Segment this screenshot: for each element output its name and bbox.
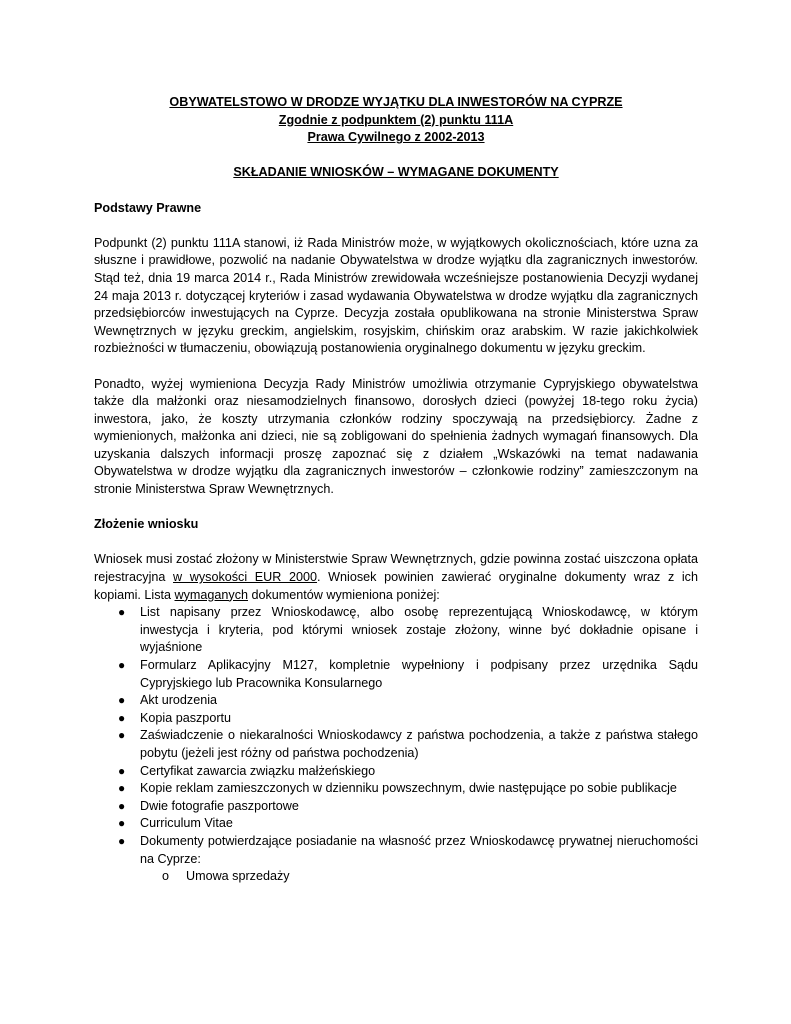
required-documents-list bbox=[94, 604, 698, 868]
application-text-1: Wniosek musi zostać złożony w Ministerstwie Spraw Wewnętrznych, gdzie powinna zostać uiszczona opłata rejestracyjna bbox=[94, 552, 698, 585]
document-list-item bbox=[94, 727, 698, 762]
bullet-icon: ● bbox=[118, 781, 126, 796]
document-title: OBYWATELSTOWO W DRODZE WYJĄTKU DLA INWESTORÓW NA CYPRZE bbox=[169, 95, 623, 109]
document-list-item bbox=[94, 692, 698, 710]
document-list-item-text: Kopia paszportu bbox=[140, 710, 232, 725]
document-list-item bbox=[94, 763, 698, 781]
document-list-item-text: Curriculum Vitae bbox=[140, 816, 233, 831]
sub-list-item-text: Umowa sprzedaży bbox=[186, 869, 290, 884]
application-text-2: . Wniosek powinien zawierać oryginalne dokumenty wraz z ich kopiami. Lista bbox=[94, 570, 698, 602]
document-list-item-text: List napisany przez Wnioskodawcę, albo osobę reprezentującą Wnioskodawcę, w którym inwestycja i kryteria, pod którymi wniosek zostaje złożony, winne być dokładnie opisane i wyjaśnione bbox=[140, 605, 698, 655]
document-list-item bbox=[94, 780, 698, 798]
section-title: SKŁADANIE WNIOSKÓW – WYMAGANE DOKUMENTY bbox=[233, 165, 559, 180]
document-list-item-text: Kopie reklam zamieszczonych w dzienniku powszechnym, dwie następujące po sobie publikacje bbox=[140, 781, 677, 796]
legal-basis-paragraph-1: Podpunkt (2) punktu 111A stanowi, iż Rada Ministrów może, w wyjątkowych okolicznościach, które uzna za słuszne i prawidłowe, pozwolić na nadanie Obywatelstwa w drodze wyjątku dla zagranicznych inwestorów. Stąd też, dnia 19 marca 2014 r., Rada Ministrów zrewidowała wcześniejsze postanowienia Decyzji wydanej 24 maja 2013 r. dotyczącej kryteriów i zasad wydawania Obywatelstwa w drodze wyjątku dla zagranicznych przedsiębiorców inwestujących na Cyprze. Decyzja została opublikowana na stronie Ministerstwa Spraw Wewnętrznych w języku greckim, angielskim, rosyjskim, chińskim oraz arabskim. W razie jakichkolwiek rozbieżności w tłumaczeniu, obowiązują postanowienia oryginalnego dokumentu w języku greckim. bbox=[94, 235, 698, 356]
bullet-icon: ● bbox=[118, 728, 126, 743]
circle-bullet-icon: o bbox=[162, 869, 170, 884]
bullet-icon: ● bbox=[118, 710, 126, 725]
document-subtitle-2: Prawa Cywilnego z 2002-2013 bbox=[307, 130, 485, 145]
document-list-item-text: Certyfikat zawarcia związku małżeńskiego bbox=[140, 763, 376, 778]
bullet-icon: ● bbox=[118, 605, 126, 620]
document-list-item-text: Akt urodzenia bbox=[140, 693, 218, 708]
bullet-icon: ● bbox=[118, 816, 126, 831]
document-subtitle: Zgodnie z podpunktem (2) punktu 111A bbox=[278, 112, 514, 127]
document-list-item bbox=[94, 815, 698, 833]
sub-list-item bbox=[94, 868, 698, 886]
document-list-item bbox=[94, 657, 698, 692]
document-list-item-text: Dwie fotografie paszportowe bbox=[140, 798, 299, 813]
document-list-item bbox=[94, 798, 698, 816]
document-list-item-text: Zaświadczenie o niekaralności Wnioskodawcy z państwa pochodzenia, a także z państwa stałego pobytu (jeżeli jest różny od państwa pochodzenia) bbox=[140, 728, 698, 760]
legal-basis-heading: Podstawy Prawne bbox=[94, 200, 202, 215]
document-list-item bbox=[94, 604, 698, 657]
bullet-icon: ● bbox=[118, 833, 126, 848]
legal-basis-paragraph-2: Ponadto, wyżej wymieniona Decyzja Rady Ministrów umożliwia otrzymanie Cypryjskiego obywatelstwa także dla małżonki oraz niesamodzielnych finansowo, dorosłych dzieci (powyżej 18-tego roku życia) inwestora, jako, że koszty utrzymania członków rodziny spoczywają na przedsiębiorcy. Żadne z wymienionych, małżonka ani dzieci, nie są zobligowani do spełnienia żadnych wymagań finansowych. Dla uzyskania dalszych informacji proszę zapoznać się z działem „Wskazówki na temat nadawania Obywatelstwa w drodze wyjątku dla zagranicznych inwestorów – członkowie rodziny” zamieszczonym na stronie Ministerstwa Spraw Wewnętrznych. bbox=[94, 376, 698, 497]
application-paragraph bbox=[94, 551, 698, 604]
document-list-item-text: Formularz Aplikacyjny M127, kompletnie wypełniony i podpisany przez urzędnika Sądu Cypryjskiego lub Pracownika Konsularnego bbox=[140, 658, 698, 690]
document-title-block bbox=[94, 94, 698, 147]
document-list-item bbox=[94, 710, 698, 728]
required-documents-link[interactable]: wymaganych bbox=[174, 587, 248, 602]
property-documents-sublist bbox=[94, 868, 698, 886]
bullet-icon: ● bbox=[118, 798, 126, 813]
document-list-item bbox=[94, 833, 698, 868]
fee-amount-link[interactable]: w wysokości EUR 2000 bbox=[173, 570, 318, 585]
bullet-icon: ● bbox=[118, 693, 126, 708]
application-heading: Złożenie wniosku bbox=[94, 517, 199, 532]
application-text-3: dokumentów wymieniona poniżej: bbox=[248, 587, 440, 602]
bullet-icon: ● bbox=[118, 658, 126, 672]
bullet-icon: ● bbox=[118, 763, 126, 778]
document-list-item-text: Dokumenty potwierdzające posiadanie na własność przez Wnioskodawcę prywatnej nieruchomości na Cyprze: bbox=[140, 833, 698, 866]
